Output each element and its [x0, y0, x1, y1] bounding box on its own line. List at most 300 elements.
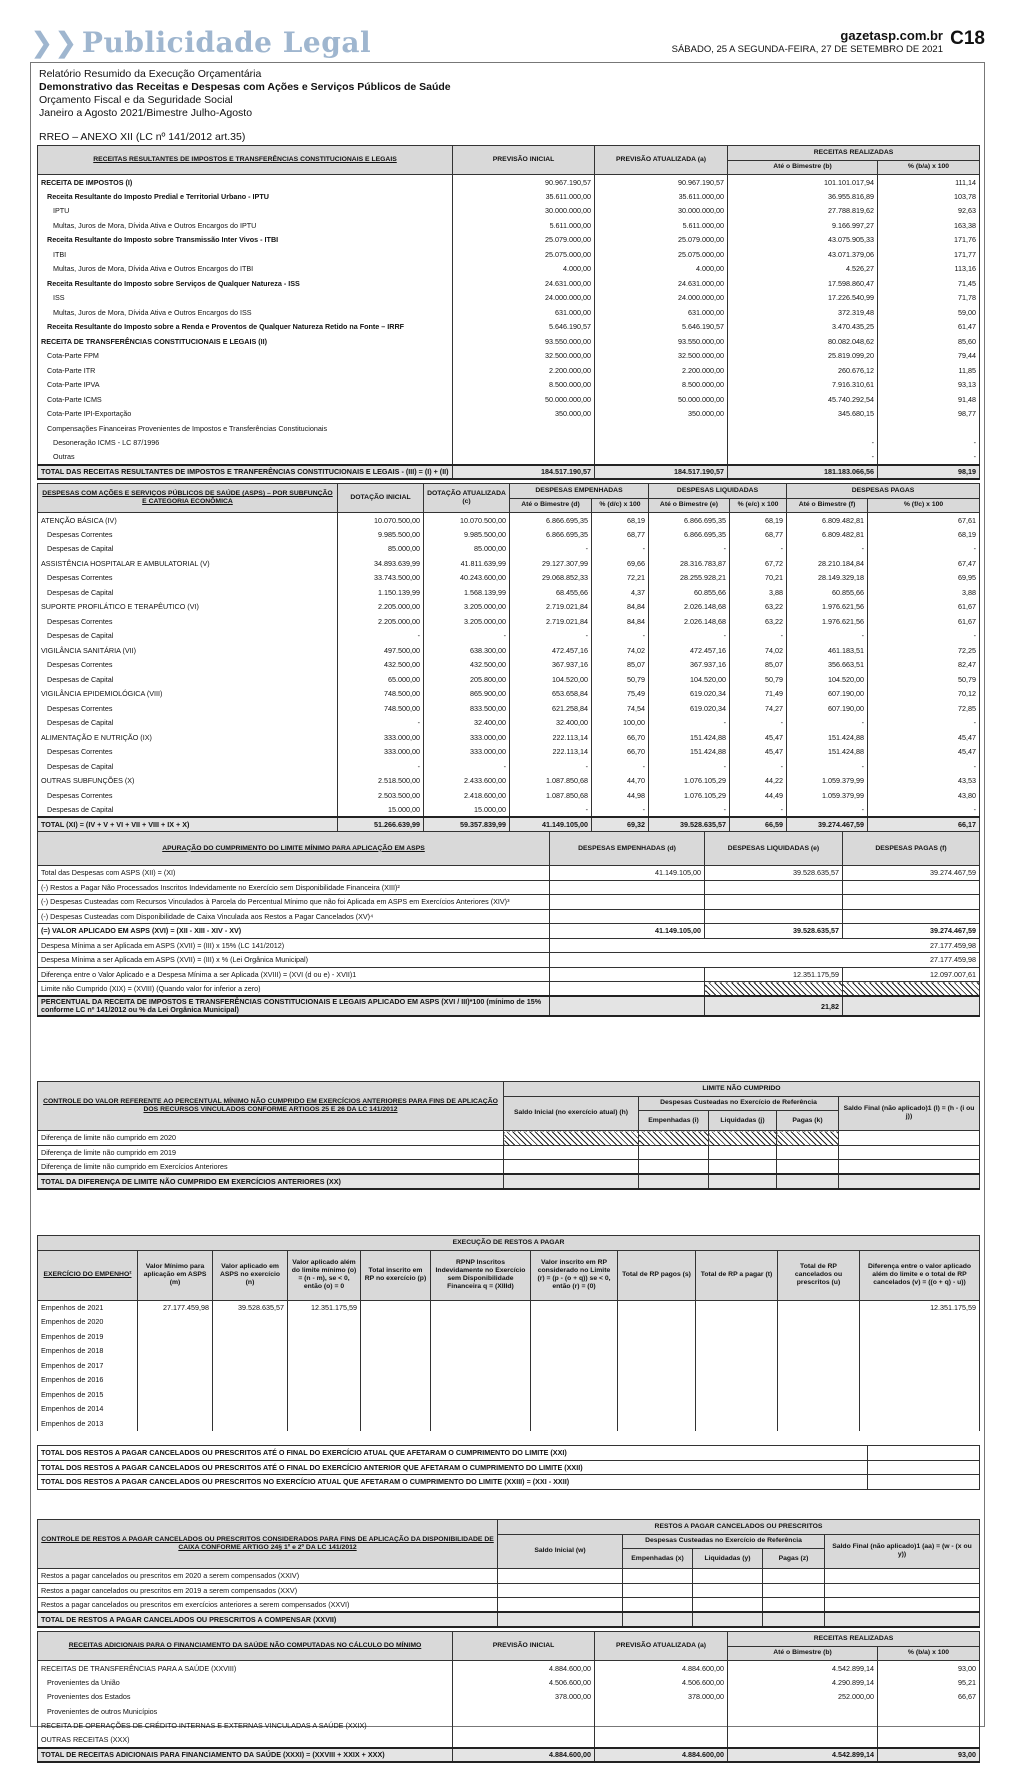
cell-value: 93.550.000,00 [595, 334, 728, 349]
table-row [38, 672, 980, 687]
cell-value: 333.000,00 [424, 745, 510, 760]
cell-value [138, 1358, 213, 1373]
cell-value: - [592, 759, 649, 774]
table-row [38, 788, 980, 803]
cell-value: 91,48 [878, 392, 980, 407]
hatched-cell [504, 1131, 639, 1146]
cell-value [504, 1174, 639, 1189]
table-row [38, 1719, 980, 1734]
cell-value: 497.500,00 [338, 643, 424, 658]
cell-value: 260.676,12 [728, 363, 878, 378]
column-header: DOTAÇÃO INICIAL [338, 484, 424, 513]
column-header: Saldo Inicial (w) [498, 1534, 623, 1569]
cell-value: 2.205.000,00 [338, 614, 424, 629]
cell-value: 104.520,00 [787, 672, 868, 687]
row-label: Restos a pagar cancelados ou prescritos em 2020 a serem compensados (XXIV) [38, 1569, 498, 1584]
cell-value: 17.226.540,99 [728, 291, 878, 306]
table-row [38, 421, 980, 436]
cell-value [138, 1416, 213, 1431]
cell-value [453, 1733, 595, 1748]
cell-value [693, 1569, 763, 1584]
column-header: PREVISÃO INICIAL [453, 1632, 595, 1661]
cell-value: 2.518.500,00 [338, 774, 424, 789]
column-header: Valor Mínimo para aplicação em ASPS (m) [138, 1250, 213, 1300]
cell-value [843, 895, 980, 910]
cell-value: 12.351.175,59 [860, 1300, 980, 1315]
cell-value: 68,19 [592, 513, 649, 528]
cell-value: - [649, 759, 730, 774]
cell-value: 66,70 [592, 730, 649, 745]
table-row [38, 1387, 980, 1402]
page-header [30, 26, 985, 60]
cell-value: 30.000.000,00 [595, 204, 728, 219]
cell-value: - [510, 803, 592, 818]
cell-value: 6.809.482,81 [787, 527, 868, 542]
cell-value [498, 1583, 623, 1598]
cell-value [288, 1344, 361, 1359]
cell-value: 607.190,00 [787, 701, 868, 716]
cell-value [705, 880, 843, 895]
cell-value [878, 1733, 980, 1748]
cell-value: 865.900,00 [424, 687, 510, 702]
cell-value: 70,12 [868, 687, 980, 702]
cell-value: 4.506.600,00 [595, 1675, 728, 1690]
row-label: Diferença de limite não cumprido em 2020 [38, 1131, 504, 1146]
cell-value: 74,02 [730, 643, 787, 658]
cell-value [839, 1174, 980, 1189]
table-row [38, 349, 980, 364]
row-label: Diferença de limite não cumprido em Exercícios Anteriores [38, 1160, 504, 1175]
cell-value: - [787, 629, 868, 644]
cell-value [138, 1402, 213, 1417]
hatched-cell [777, 1131, 839, 1146]
total-value: 93,00 [878, 1748, 980, 1763]
cell-value [709, 1174, 777, 1189]
cell-value [618, 1358, 696, 1373]
cell-value: 39.528.635,57 [705, 924, 843, 939]
cell-value: 4.542.899,14 [728, 1661, 878, 1676]
cell-value: 1.976.621,56 [787, 614, 868, 629]
cell-value: 27.177.459,98 [138, 1300, 213, 1315]
cell-value: 32.500.000,00 [595, 349, 728, 364]
cell-value: 67,61 [868, 513, 980, 528]
cell-value: 5.646.190,57 [595, 320, 728, 335]
cell-value: 6.866.695,35 [649, 527, 730, 542]
cell-value [778, 1300, 860, 1315]
cell-value: 95,21 [878, 1675, 980, 1690]
row-label: Despesas de Capital [38, 585, 338, 600]
cell-value: - [510, 759, 592, 774]
double-chevron-icon: ❯❯ [30, 26, 78, 59]
column-header: Até o Bimestre (b) [728, 160, 878, 175]
hatched-cell [843, 996, 980, 1016]
column-header: RECEITAS RESULTANTES DE IMPOSTOS E TRANSFERÊNCIAS CONSTITUCIONAIS E LEGAIS [38, 146, 453, 175]
table-row [38, 730, 980, 745]
cell-value: 7.916.310,61 [728, 378, 878, 393]
cell-value: 5.646.190,57 [453, 320, 595, 335]
cell-value: 638.300,00 [424, 643, 510, 658]
cell-value: - [510, 629, 592, 644]
cell-value [618, 1402, 696, 1417]
column-header: % (d/c) x 100 [592, 498, 649, 513]
cell-value [361, 1416, 431, 1431]
cell-value [531, 1344, 618, 1359]
cell-value: 748.500,00 [338, 701, 424, 716]
cell-value: 85,07 [592, 658, 649, 673]
column-header: % (e/c) x 100 [730, 498, 787, 513]
cell-value: 4.884.600,00 [453, 1661, 595, 1676]
table-row [38, 759, 980, 774]
cell-value: 21,82 [705, 996, 843, 1016]
cell-value: 2.200.000,00 [453, 363, 595, 378]
cell-value [618, 1300, 696, 1315]
column-header: PREVISÃO ATUALIZADA (a) [595, 146, 728, 175]
cell-value: 4.000,00 [595, 262, 728, 277]
cell-value: - [868, 803, 980, 818]
cell-value [709, 1160, 777, 1175]
cell-value [878, 421, 980, 436]
column-header: Liquidadas (j) [709, 1111, 777, 1131]
intro-line: Relatório Resumido da Execução Orçamentária [39, 68, 262, 80]
cell-value [705, 895, 843, 910]
cell-value: 25.079.000,00 [595, 233, 728, 248]
cell-value [623, 1612, 693, 1627]
cell-value: 1.059.379,99 [787, 788, 868, 803]
cell-value [595, 436, 728, 451]
cell-value [763, 1598, 825, 1613]
cell-value: 432.500,00 [338, 658, 424, 673]
cell-value [639, 1160, 709, 1175]
cell-value: 61,47 [878, 320, 980, 335]
row-label: Empenhos de 2016 [38, 1373, 138, 1388]
column-header: DESPESAS EMPENHADAS [510, 484, 649, 499]
row-label: Receita Resultante do Imposto sobre a Renda e Proventos de Qualquer Natureza Retido na Fonte – IRRF [38, 320, 453, 335]
cell-value [595, 450, 728, 465]
cell-value: 461.183,51 [787, 643, 868, 658]
cell-value: 66,67 [878, 1690, 980, 1705]
cell-value: 28.210.184,84 [787, 556, 868, 571]
cell-value: 367.937,16 [510, 658, 592, 673]
cell-value: 104.520,00 [649, 672, 730, 687]
cell-value: 2.026.148,68 [649, 614, 730, 629]
cell-value: 1.150.139,99 [338, 585, 424, 600]
cell-value [288, 1358, 361, 1373]
total-value: 39.274.467,59 [787, 817, 868, 832]
row-label: Multas, Juros de Mora, Dívida Ativa e Outros Encargos do ISS [38, 305, 453, 320]
cell-value: 2.719.021,84 [510, 614, 592, 629]
cell-value [361, 1315, 431, 1330]
cell-value: 84,84 [592, 600, 649, 615]
cell-value: 100,00 [592, 716, 649, 731]
cell-value: 378.000,00 [595, 1690, 728, 1705]
cell-value: - [424, 629, 510, 644]
row-label: OUTRAS RECEITAS (XXX) [38, 1733, 453, 1748]
cell-value [138, 1344, 213, 1359]
cell-value: - [728, 450, 878, 465]
row-label: Outras [38, 450, 453, 465]
table-row [38, 556, 980, 571]
cell-value [618, 1329, 696, 1344]
cell-value: 10.070.500,00 [424, 513, 510, 528]
table-row [38, 1315, 980, 1330]
table-row [38, 542, 980, 557]
table-row [38, 1661, 980, 1676]
cell-value [618, 1315, 696, 1330]
cell-value: - [338, 629, 424, 644]
cell-value: 35.611.000,00 [453, 189, 595, 204]
cell-value: 60.855,66 [787, 585, 868, 600]
cell-value: 71,45 [878, 276, 980, 291]
table-row [38, 513, 980, 528]
cell-value [288, 1416, 361, 1431]
cell-value [860, 1416, 980, 1431]
execucao-restos-table [37, 1235, 980, 1431]
cell-value [728, 1733, 878, 1748]
cell-value [709, 1145, 777, 1160]
cell-value [696, 1402, 778, 1417]
cell-value [431, 1300, 531, 1315]
cell-value: 24.000.000,00 [453, 291, 595, 306]
cell-value [778, 1416, 860, 1431]
row-label: VIGILÂNCIA SANITÁRIA (VII) [38, 643, 338, 658]
cell-value: - [868, 759, 980, 774]
cell-value: 3.205.000,00 [424, 600, 510, 615]
cell-value [138, 1315, 213, 1330]
cell-value: 2.433.600,00 [424, 774, 510, 789]
table-row [38, 701, 980, 716]
legal-notice-frame [30, 62, 985, 1760]
cell-value: 90.967.190,57 [453, 175, 595, 190]
column-header: Valor aplicado em ASPS no exercício (n) [213, 1250, 288, 1300]
cell-value [623, 1569, 693, 1584]
cell-value: 621.258,84 [510, 701, 592, 716]
cell-value [504, 1145, 639, 1160]
cell-value [778, 1358, 860, 1373]
total-value: 184.517.190,57 [595, 465, 728, 480]
row-label: Provenientes de outros Municípios [38, 1704, 453, 1719]
cell-value: 9.166.997,27 [728, 218, 878, 233]
apuracao-limite-table [37, 831, 980, 1017]
cell-value: 93.550.000,00 [453, 334, 595, 349]
cell-value [595, 1704, 728, 1719]
table-row [38, 1300, 980, 1315]
cell-value: 2.205.000,00 [338, 600, 424, 615]
table-row [38, 378, 980, 393]
total-label: TOTAL DE RECEITAS ADICIONAIS PARA FINANCIAMENTO DA SAÚDE (XXXI) = (XXVIII + XXIX + XXX) [38, 1748, 453, 1763]
table-row [38, 803, 980, 818]
cell-value: 43,53 [868, 774, 980, 789]
cell-value [860, 1358, 980, 1373]
cell-value: 1.976.621,56 [787, 600, 868, 615]
cell-value: - [649, 542, 730, 557]
cell-value [763, 1583, 825, 1598]
cell-value [288, 1315, 361, 1330]
rreo-annex: RREO – ANEXO XII (LC nº 141/2012 art.35) [39, 131, 246, 143]
cell-value [696, 1416, 778, 1431]
row-label: Despesas de Capital [38, 629, 338, 644]
table-row [38, 1704, 980, 1719]
cell-value: 3.470.435,25 [728, 320, 878, 335]
cell-value: 71,78 [878, 291, 980, 306]
cell-value [361, 1329, 431, 1344]
intro-line: Janeiro a Agosto 2021/Bimestre Julho-Agosto [39, 107, 253, 119]
table-row [38, 305, 980, 320]
cell-value: 68,19 [730, 513, 787, 528]
cell-value [618, 1344, 696, 1359]
cell-value [213, 1402, 288, 1417]
cell-value [693, 1583, 763, 1598]
cell-value: 17.598.860,47 [728, 276, 878, 291]
cell-value [288, 1387, 361, 1402]
report-intro [39, 68, 451, 120]
row-label: Empenhos de 2019 [38, 1329, 138, 1344]
column-header: DESPESAS LIQUIDADAS (e) [705, 832, 843, 866]
cell-value: 45.740.292,54 [728, 392, 878, 407]
cell-value: 82,47 [868, 658, 980, 673]
cell-value: 63,22 [730, 614, 787, 629]
table-row [38, 629, 980, 644]
cell-value: 84,84 [592, 614, 649, 629]
cell-value: 2.026.148,68 [649, 600, 730, 615]
cell-value: - [730, 716, 787, 731]
row-label: Empenhos de 2013 [38, 1416, 138, 1431]
cell-value [623, 1598, 693, 1613]
cell-value: 50,79 [592, 672, 649, 687]
cell-value: 104.520,00 [510, 672, 592, 687]
cell-value: 333.000,00 [338, 745, 424, 760]
cell-value [825, 1569, 980, 1584]
cell-value: 9.985.500,00 [338, 527, 424, 542]
cell-value: 41.149.105,00 [550, 866, 705, 881]
row-label: (=) VALOR APLICADO EM ASPS (XVI) = (XII - XIII - XIV - XV) [38, 924, 550, 939]
cell-value [431, 1344, 531, 1359]
cell-value: 111,14 [878, 175, 980, 190]
cell-value: 28.255.928,21 [649, 571, 730, 586]
cell-value: 205.800,00 [424, 672, 510, 687]
cell-value [531, 1373, 618, 1388]
cell-value: 43,80 [868, 788, 980, 803]
cell-value: - [338, 759, 424, 774]
table-row [38, 233, 980, 248]
total-value: 66,59 [730, 817, 787, 832]
table-row [38, 1416, 980, 1431]
cell-value: 29.127.307,99 [510, 556, 592, 571]
column-header: LIMITE NÃO CUMPRIDO [504, 1082, 980, 1097]
cell-value: 90.967.190,57 [595, 175, 728, 190]
total-value: 4.884.600,00 [595, 1748, 728, 1763]
total-value: 39.528.635,57 [649, 817, 730, 832]
cell-value: 98,77 [878, 407, 980, 422]
cell-value: 27.177.459,98 [550, 953, 980, 968]
row-label: Cota-Parte IPI-Exportação [38, 407, 453, 422]
cell-value [860, 1315, 980, 1330]
cell-value: 68,77 [730, 527, 787, 542]
column-header: Saldo Final (não aplicado)1 (l) = (h - (i ou j)) [839, 1096, 980, 1131]
cell-value [213, 1315, 288, 1330]
column-header: Despesas Custeadas no Exercício de Referência [639, 1096, 839, 1111]
cell-value: 252.000,00 [728, 1690, 878, 1705]
cell-value [550, 880, 705, 895]
cell-value [618, 1416, 696, 1431]
cell-value: 1.076.105,29 [649, 774, 730, 789]
cell-value: 2.418.600,00 [424, 788, 510, 803]
column-header: DESPESAS COM AÇÕES E SERVIÇOS PÚBLICOS DE SAÚDE (ASPS) – POR SUBFUNÇÃO E CATEGORIA ECONÔMICA [38, 484, 338, 513]
cell-value: - [730, 803, 787, 818]
cell-value: 61,67 [868, 614, 980, 629]
cell-value: 24.631.000,00 [595, 276, 728, 291]
cell-value [213, 1329, 288, 1344]
column-header: CONTROLE DE RESTOS A PAGAR CANCELADOS OU PRESCRITOS CONSIDERADOS PARA FINS DE APLICAÇÃO DA DISPONIBILIDADE DE CAIXA CONFORME ARTIGO 24§ 1º e 2º DA LC 141/2012 [38, 1520, 498, 1569]
cell-value: 6.809.482,81 [787, 513, 868, 528]
table-row [38, 1344, 980, 1359]
total-label: TOTAL DOS RESTOS A PAGAR CANCELADOS OU PRESCRITOS ATÉ O FINAL DO EXERCÍCIO ANTERIOR QUE AFETARAM O CUMPRIMENTO DO LIMITE (XXII) [38, 1460, 868, 1475]
row-label: Empenhos de 2018 [38, 1344, 138, 1359]
cell-value [696, 1344, 778, 1359]
cell-value: 45,47 [868, 745, 980, 760]
cell-value: 85,07 [730, 658, 787, 673]
table-row [38, 1358, 980, 1373]
cell-value: 1.076.105,29 [649, 788, 730, 803]
cell-value: 607.190,00 [787, 687, 868, 702]
table-row [38, 600, 980, 615]
row-label: Empenhos de 2017 [38, 1358, 138, 1373]
cell-value: 619.020,34 [649, 701, 730, 716]
cell-value [138, 1387, 213, 1402]
cell-value: 151.424,88 [649, 730, 730, 745]
cell-value [361, 1373, 431, 1388]
cell-value [361, 1387, 431, 1402]
cell-value: 3,88 [868, 585, 980, 600]
row-label: RECEITA DE IMPOSTOS (I) [38, 175, 453, 190]
cell-value: 85.000,00 [338, 542, 424, 557]
cell-value [693, 1598, 763, 1613]
cell-value: 1.087.850,68 [510, 788, 592, 803]
table-row [38, 218, 980, 233]
row-label: OUTRAS SUBFUNÇÕES (X) [38, 774, 338, 789]
cell-value: - [649, 716, 730, 731]
receitas-adicionais-table [37, 1631, 980, 1763]
total-value: 98,19 [878, 465, 980, 480]
cell-value: 71,49 [730, 687, 787, 702]
column-header: RECEITAS REALIZADAS [728, 1632, 980, 1647]
cell-value [763, 1612, 825, 1627]
row-label: Receita Resultante do Imposto sobre Serviços de Qualquer Natureza - ISS [38, 276, 453, 291]
cell-value: 4.526,27 [728, 262, 878, 277]
total-label: TOTAL DE RESTOS A PAGAR CANCELADOS OU PRESCRITOS A COMPENSAR (XXVII) [38, 1612, 498, 1627]
row-label: Desoneração ICMS - LC 87/1996 [38, 436, 453, 451]
cell-value: 29.068.852,33 [510, 571, 592, 586]
cell-value [361, 1358, 431, 1373]
cell-value [777, 1174, 839, 1189]
cell-value: - [424, 759, 510, 774]
column-header: EXERCÍCIO DO EMPENHO² [38, 1250, 138, 1300]
cell-value: 45,47 [868, 730, 980, 745]
total-label: TOTAL DOS RESTOS A PAGAR CANCELADOS OU PRESCRITOS NO EXERCÍCIO ATUAL QUE AFETARAM O CUMPRIMENTO DO LIMITE (XXIII) = (XXI - XXII) [38, 1475, 868, 1490]
cell-value: 151.424,88 [787, 745, 868, 760]
table-row [38, 774, 980, 789]
column-header: DESPESAS PAGAS (f) [843, 832, 980, 866]
cell-value [839, 1160, 980, 1175]
cell-value [595, 1719, 728, 1734]
cell-value: 4.884.600,00 [595, 1661, 728, 1676]
cell-value [138, 1373, 213, 1388]
hatched-cell [639, 1131, 709, 1146]
column-header: Total de RP a pagar (t) [696, 1250, 778, 1300]
column-header: Valor aplicado além do limite mínimo (o) = (n - m), se < 0, então (o) = 0 [288, 1250, 361, 1300]
cell-value [860, 1402, 980, 1417]
cell-value [138, 1329, 213, 1344]
column-header: Até o Bimestre (e) [649, 498, 730, 513]
